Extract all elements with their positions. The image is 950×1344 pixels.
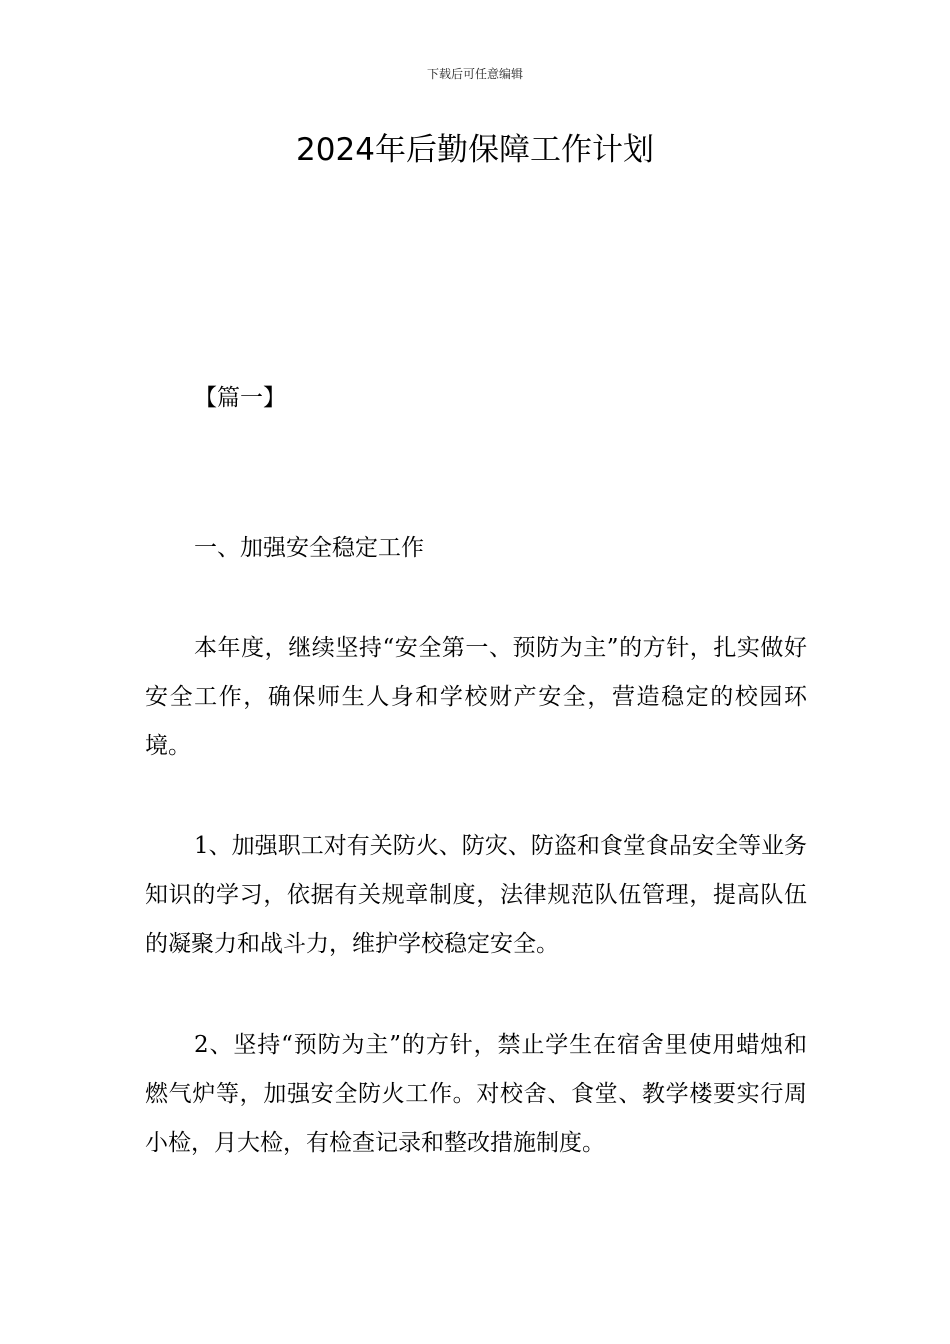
paragraph-intro: 本年度，继续坚持“安全第一、预防为主”的方针，扎实做好安全工作，确保师生人身和学校财产安全，营造稳定的校园环境。 [145, 635, 807, 759]
section-heading: 一、加强安全稳定工作 [194, 535, 424, 561]
document-title: 2024年后勤保障工作计划 [296, 132, 654, 168]
paragraph-item-1: 1、加强职工对有关防火、防灾、防盗和食堂食品安全等业务知识的学习，依据有关规章制度，法律规范队伍管理，提高队伍的凝聚力和战斗力，维护学校稳定安全。 [145, 833, 807, 957]
paragraph-item-2: 2、坚持“预防为主”的方针，禁止学生在宿舍里使用蜡烛和燃气炉等，加强安全防火工作。对校舍、食堂、教学楼要实行周小检，月大检，有检查记录和整改措施制度。 [145, 1032, 807, 1156]
section-tag: 【篇一】 [194, 385, 286, 411]
header-note: 下载后可任意编辑 [426, 67, 523, 81]
